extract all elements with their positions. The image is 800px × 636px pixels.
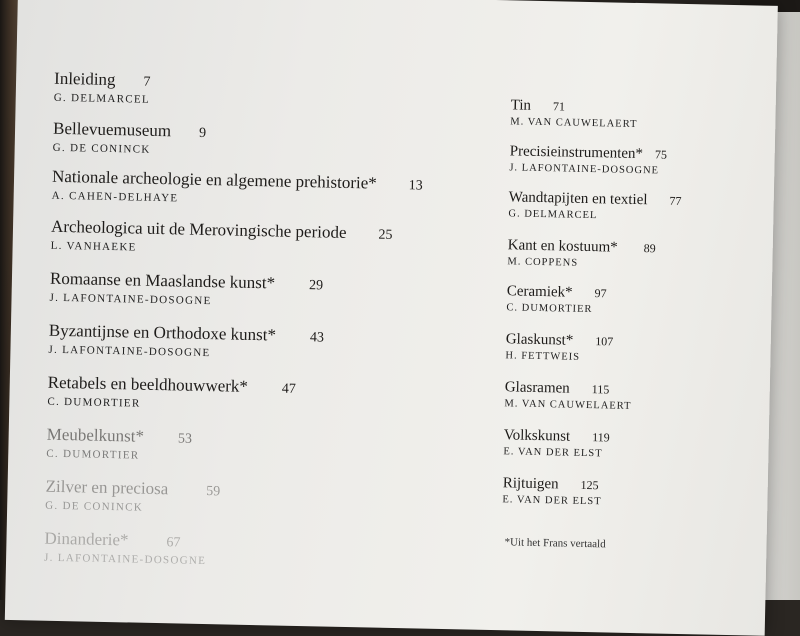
toc-page-number: 77 — [669, 193, 682, 208]
toc-title: Nationale archeologie en algemene prehistorie* — [51, 166, 377, 193]
toc-entry — [46, 425, 192, 463]
toc-entry — [506, 282, 606, 315]
toc-entry — [51, 217, 393, 259]
toc-entry — [502, 474, 602, 507]
toc-title: Dinanderie* — [44, 528, 129, 550]
toc-author: J. LAFONTAINE-DOSOGNE — [43, 551, 207, 568]
toc-title: Archeologica uit de Merovingische periode — [50, 216, 347, 242]
toc-title: Meubelkunst* — [46, 424, 145, 446]
toc-title: Inleiding — [53, 68, 116, 90]
toc-title: Wandtapijten en textiel — [508, 189, 648, 209]
toc-author: C. DUMORTIER — [46, 447, 140, 462]
toc-author: J. LAFONTAINE-DOSOGNE — [509, 162, 660, 177]
toc-page-number: 43 — [309, 330, 325, 346]
toc-author: G. DELMARCEL — [53, 91, 151, 106]
toc-title: Zilver en preciosa — [45, 476, 169, 499]
toc-author: J. LAFONTAINE-DOSOGNE — [48, 343, 211, 360]
toc-author: C. DUMORTIER — [47, 395, 141, 410]
toc-entry — [49, 269, 323, 310]
toc-entry — [47, 373, 296, 413]
toc-title: Tin — [510, 97, 532, 114]
toc-author: H. FETTWEIS — [505, 350, 581, 363]
toc-title: Retabels en beeldhouwwerk* — [47, 372, 249, 396]
toc-title: Glaskunst* — [505, 331, 574, 349]
toc-page-number: 29 — [308, 278, 324, 294]
toc-entry — [52, 167, 423, 210]
toc-title: Byzantijnse en Orthodoxe kunst* — [48, 320, 277, 345]
toc-page-number: 59 — [206, 484, 221, 500]
toc-title: Ceramiek* — [506, 283, 573, 301]
toc-page-number: 9 — [198, 125, 207, 141]
toc-entry — [504, 378, 632, 412]
toc-page-number: 75 — [654, 147, 668, 162]
toc-author: E. VAN DER ELST — [502, 494, 602, 508]
toc-title: Volkskunst — [503, 427, 571, 445]
toc-entry — [53, 119, 207, 157]
footnote: *Uit het Frans vertaald — [504, 536, 606, 551]
toc-entry — [44, 529, 207, 567]
toc-title: Kant en kostuum* — [507, 237, 618, 256]
toc-page-number: 47 — [281, 381, 297, 397]
toc-title: Rijtuigen — [502, 475, 559, 493]
toc-entry — [54, 69, 151, 106]
toc-page-number: 7 — [143, 74, 151, 90]
toc-page-number: 25 — [378, 227, 393, 243]
toc-title: Precisieinstrumenten* — [509, 143, 644, 163]
toc-page-number: 71 — [552, 99, 566, 114]
toc-entry — [509, 142, 667, 176]
toc-title: Bellevuemuseum — [52, 118, 172, 141]
toc-entry — [510, 96, 638, 130]
toc-page-number: 97 — [594, 286, 607, 301]
toc-page-number: 67 — [166, 535, 181, 551]
toc-author: G. DELMARCEL — [508, 208, 598, 222]
toc-author: M. VAN CAUWELAERT — [510, 116, 638, 131]
toc-author: J. LAFONTAINE-DOSOGNE — [49, 291, 212, 308]
table-of-contents-page — [5, 0, 778, 636]
toc-page-number: 115 — [591, 382, 610, 397]
toc-author: M. COPPENS — [507, 256, 579, 269]
toc-entry — [503, 426, 610, 459]
toc-author: G. DE CONINCK — [52, 141, 151, 156]
toc-page-number: 89 — [643, 241, 656, 256]
toc-title: Glasramen — [504, 379, 570, 397]
toc-author: L. VANHAEKE — [50, 239, 137, 254]
toc-page-number: 125 — [580, 477, 599, 493]
toc-title: Romaanse en Maaslandse kunst* — [49, 268, 276, 293]
toc-entry — [505, 330, 613, 363]
toc-entry — [507, 236, 656, 270]
toc-entry — [48, 321, 324, 362]
toc-author: A. CAHEN-DELHAYE — [51, 189, 179, 205]
toc-page-number: 13 — [408, 178, 423, 194]
toc-author: C. DUMORTIER — [506, 302, 593, 316]
toc-page-number: 53 — [177, 431, 193, 447]
toc-page-number: 119 — [592, 430, 610, 445]
toc-entry — [508, 188, 681, 223]
toc-author: G. DE CONINCK — [45, 499, 144, 514]
toc-author: E. VAN DER ELST — [503, 446, 603, 460]
toc-page-number: 107 — [595, 334, 614, 349]
toc-author: M. VAN CAUWELAERT — [504, 398, 632, 412]
toc-entry — [45, 477, 220, 516]
